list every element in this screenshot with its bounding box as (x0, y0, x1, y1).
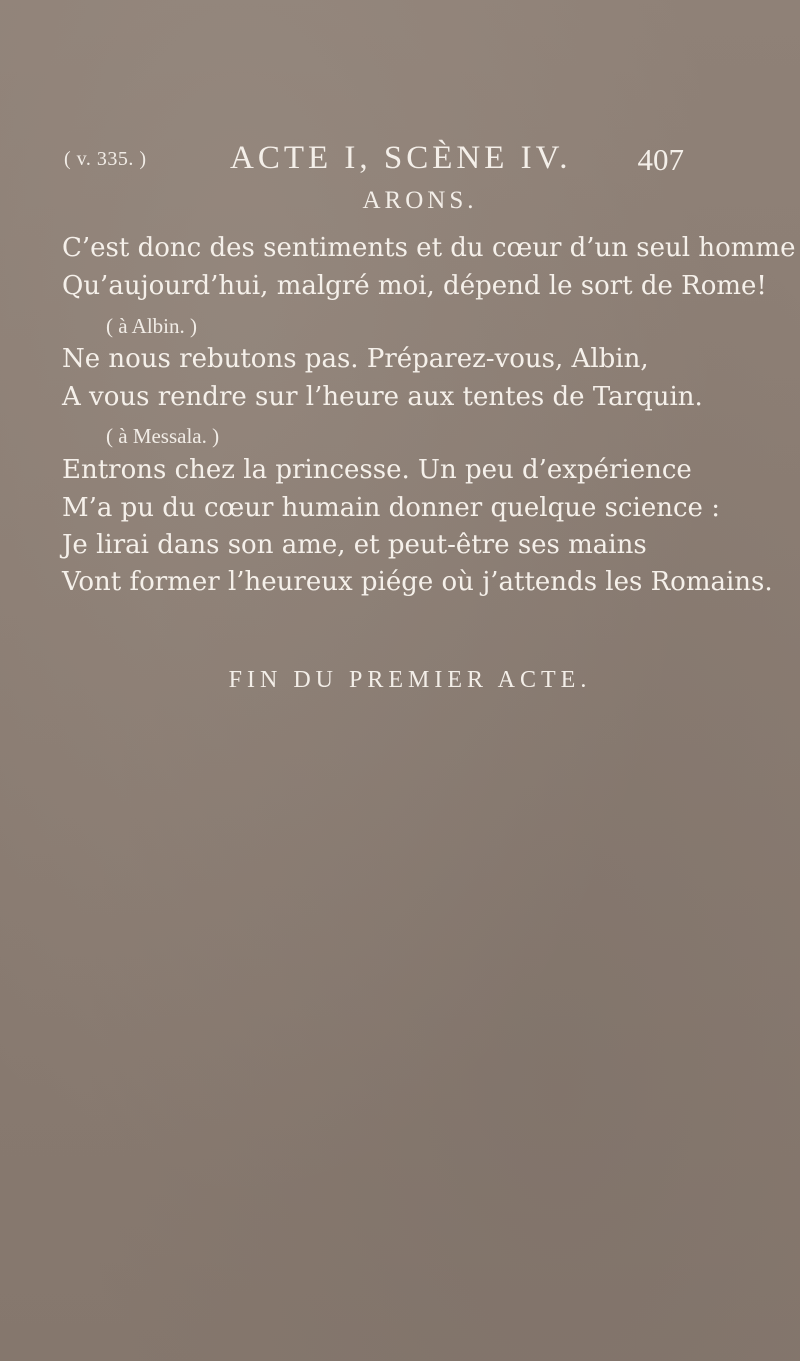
verse-line: Ne nous rebutons pas. Préparez-vous, Albin, (62, 344, 649, 374)
page-number: 407 (637, 142, 684, 177)
verse-line: Vont former l’heureux piége où j’attends les Romains. (62, 567, 773, 597)
verse-line: A vous rendre sur l’heure aux tentes de Tarquin. (62, 382, 703, 412)
stage-direction: ( à Messala. ) (106, 424, 220, 448)
speaker-name: ARONS. (362, 187, 478, 214)
verse-line: Qu’aujourd’hui, malgré moi, dépend le sort de Rome! (62, 271, 767, 301)
running-head (64, 140, 684, 180)
verse-line: C’est donc des sentiments et du cœur d’un seul homme (62, 233, 796, 263)
verse-line: Je lirai dans son ame, et peut-être ses mains (62, 530, 647, 560)
verse-line: Entrons chez la princesse. Un peu d’expérience (62, 455, 692, 485)
stage-direction: ( à Albin. ) (106, 314, 197, 338)
end-of-act-note: FIN DU PREMIER ACTE. (228, 667, 592, 693)
line-reference: ( v. 335. ) (64, 148, 147, 170)
running-title: ACTE I, SCÈNE IV. (230, 140, 572, 176)
verse-line: M’a pu du cœur humain donner quelque science : (62, 493, 720, 523)
